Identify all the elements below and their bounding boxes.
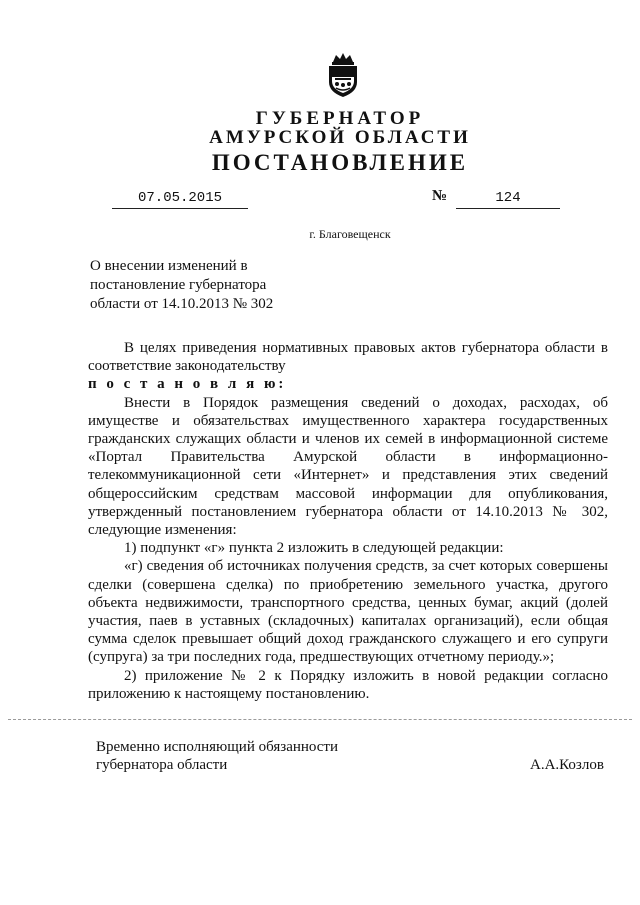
header-region: АМУРСКОЙ ОБЛАСТИ: [209, 127, 471, 148]
body-paragraph: Внести в Порядок размещения сведений о доходах, расходах, об имуществе и обязательствах имущественного характера государственных гражданских служащих области и членов их семей в информационной системе «Портал Правительства Амурской области в информационно-телекоммуникационной сети «Интернет» и представления этих сведений общероссийским средствам массовой информации для опубликования, утвержденный постановлением губернатора области от 14.10.2013 № 302, следующие изменения:: [88, 394, 608, 539]
signer-position-line: Временно исполняющий обязанности: [96, 739, 339, 755]
document-type: ПОСТАНОВЛЕНИЕ: [211, 150, 469, 175]
subject-line: О внесении изменений в: [90, 258, 248, 274]
signer-position-line: губернатора области: [96, 757, 228, 773]
document-body: [88, 339, 608, 703]
decree-word: п о с т а н о в л я ю:: [88, 376, 287, 393]
body-paragraph: «г) сведения об источниках получения средств, за счет которых совершены сделки (совершена сделка) по приобретению земельного участка, другого объекта недвижимости, транспортного средства, ценных бумаг, акций (долей участия, паев в уставных (складочных) капиталах организаций), если общая сумма сделок превышает общий доход гражданского служащего и его супруги (супруга) за три последних года, предшествующих отчетному периоду.»;: [88, 558, 608, 666]
number-sign: №: [432, 188, 448, 204]
signer-position: [96, 738, 338, 774]
document-number: 124: [456, 190, 560, 209]
city-label: г. Благовещенск: [309, 227, 391, 241]
separator-line: [8, 719, 632, 720]
coat-of-arms-icon: [323, 52, 363, 98]
header-title: ГУБЕРНАТОР: [255, 108, 425, 129]
subject-line: постановление губернатора: [90, 277, 267, 293]
body-paragraph: 1) подпункт «г» пункта 2 изложить в следующей редакции:: [124, 540, 504, 557]
body-paragraph: 2) приложение № 2 к Порядку изложить в новой редакции согласно приложению к настоящему постановлению.: [88, 667, 608, 702]
signer-name: А.А.Козлов: [530, 757, 604, 773]
subject-line: области от 14.10.2013 № 302: [90, 296, 274, 312]
document-date: 07.05.2015: [112, 190, 248, 209]
intro-paragraph: В целях приведения нормативных правовых актов губернатора области в соответствие законодательству: [88, 340, 608, 375]
document-subject: [90, 257, 310, 314]
